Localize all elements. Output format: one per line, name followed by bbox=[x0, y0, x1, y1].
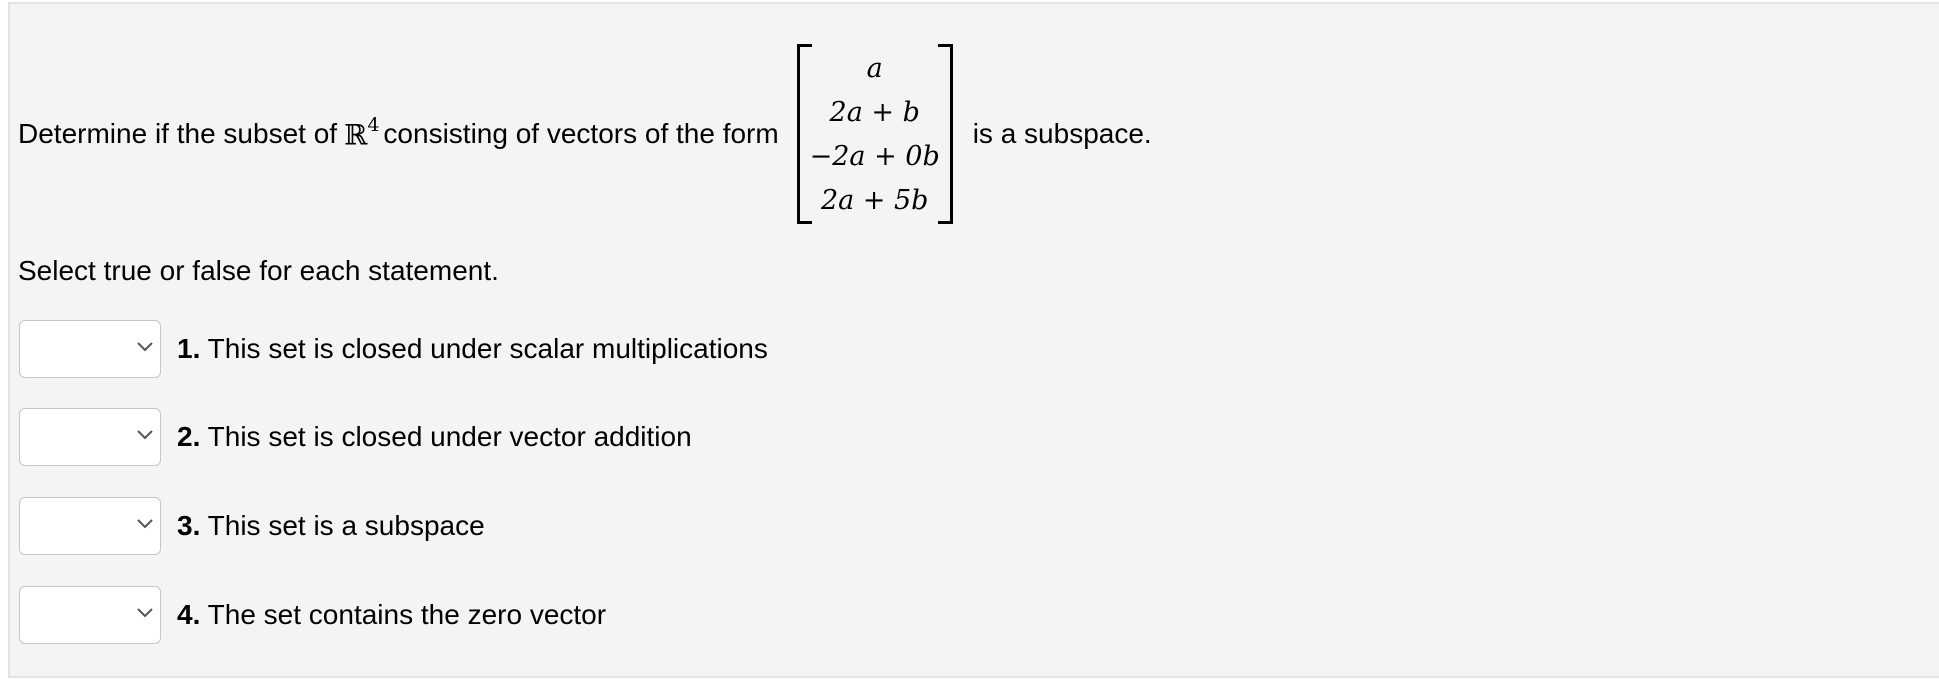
space-dimension: 4 bbox=[367, 113, 380, 136]
question-middle: consisting of vectors of the form bbox=[383, 118, 779, 149]
statement-label: 3. This set is a subspace bbox=[177, 510, 485, 541]
question-prefix: Determine if the subset of bbox=[18, 118, 338, 149]
statement-row-4 bbox=[19, 586, 606, 644]
true-false-select-1[interactable] bbox=[19, 320, 161, 378]
vector-matrix bbox=[797, 44, 953, 224]
chevron-down-icon bbox=[137, 342, 153, 352]
chevron-down-icon bbox=[137, 519, 153, 529]
vector-entry: a bbox=[866, 52, 883, 84]
vector-entry: 2a + b bbox=[829, 96, 920, 128]
vector-entry: −2a + 0b bbox=[809, 140, 940, 172]
statement-row-3 bbox=[19, 497, 485, 555]
question-text bbox=[18, 44, 1152, 224]
vector-entry: 2a + 5b bbox=[820, 184, 929, 216]
chevron-down-icon bbox=[137, 608, 153, 618]
statement-label: 2. This set is closed under vector addition bbox=[177, 421, 692, 452]
space-symbol: ℝ$^4$ bbox=[344, 113, 380, 152]
matrix-left-bracket bbox=[797, 44, 812, 224]
true-false-select-2[interactable] bbox=[19, 408, 161, 466]
statement-row-2 bbox=[19, 408, 692, 466]
true-false-select-3[interactable] bbox=[19, 497, 161, 555]
true-false-select-4[interactable] bbox=[19, 586, 161, 644]
matrix-right-bracket bbox=[938, 44, 953, 224]
chevron-down-icon bbox=[137, 430, 153, 440]
statement-row-1 bbox=[19, 320, 768, 378]
statement-label: 4. The set contains the zero vector bbox=[177, 599, 607, 630]
instruction-text: Select true or false for each statement. bbox=[18, 255, 499, 286]
statement-label: 1. This set is closed under scalar multiplications bbox=[177, 333, 768, 364]
question-suffix: is a subspace. bbox=[972, 118, 1152, 149]
